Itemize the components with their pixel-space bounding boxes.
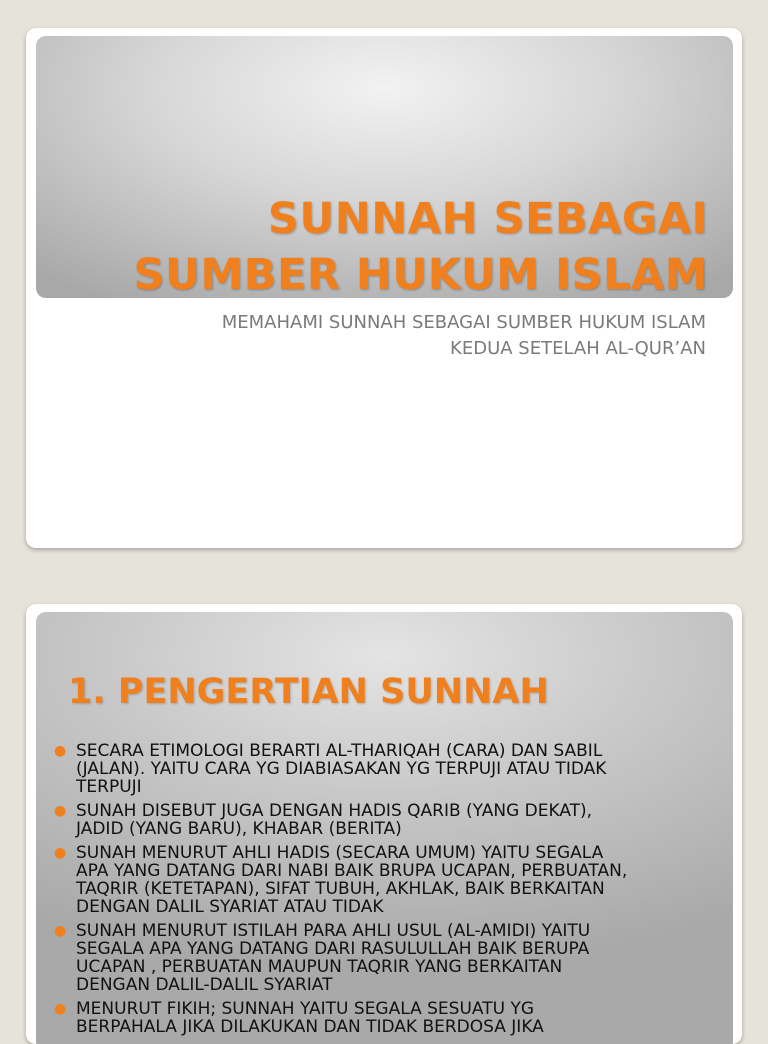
bullet-line: TERPUJI xyxy=(76,777,142,797)
bullet-line: (JALAN). YAITU CARA YG DIABIASAKAN YG TERPUJI ATAU TIDAK xyxy=(76,759,607,779)
content-slide xyxy=(26,604,742,1044)
bullet-line: BERPAHALA JIKA DILAKUKAN DAN TIDAK BERDOSA JIKA xyxy=(76,1017,544,1037)
bullet-line: SUNAH MENURUT AHLI HADIS (SECARA UMUM) YAITU SEGALA xyxy=(76,843,604,863)
bullet-item xyxy=(50,802,730,838)
bullet-line: JADID (YANG BARU), KHABAR (BERITA) xyxy=(76,819,402,839)
section-title: 1. PENGERTIAN SUNNAH xyxy=(68,672,549,712)
title-slide xyxy=(26,28,742,548)
bullet-line: SUNAH MENURUT ISTILAH PARA AHLI USUL (AL-AMIDI) YAITU xyxy=(76,921,591,941)
bullet-line: UCAPAN , PERBUATAN MAUPUN TAQRIR YANG BERKAITAN xyxy=(76,957,563,977)
bullet-line: APA YANG DATANG DARI NABI BAIK BRUPA UCAPAN, PERBUATAN, xyxy=(76,861,628,881)
bullet-item xyxy=(50,922,730,994)
bullet-dot-icon: ● xyxy=(54,845,67,861)
bullet-line: DENGAN DALIL-DALIL SYARIAT xyxy=(76,975,333,995)
slide-subtitle-line2: KEDUA SETELAH AL-QUR’AN xyxy=(450,338,706,359)
bullet-line: SECARA ETIMOLOGI BERARTI AL-THARIQAH (CARA) DAN SABIL xyxy=(76,741,603,761)
bullet-line: SEGALA APA YANG DATANG DARI RASULULLAH BAIK BERUPA xyxy=(76,939,590,959)
slide-title xyxy=(134,191,709,303)
bullet-dot-icon: ● xyxy=(54,803,67,819)
bullet-line: TAQRIR (KETETAPAN), SIFAT TUBUH, AKHLAK, BAIK BERKAITAN xyxy=(76,879,605,899)
bullet-dot-icon: ● xyxy=(54,743,67,759)
bullet-line: DENGAN DALIL SYARIAT ATAU TIDAK xyxy=(76,897,384,917)
bullet-dot-icon: ● xyxy=(54,923,67,939)
slide-subtitle xyxy=(222,310,706,362)
slide-title-line2: SUMBER HUKUM ISLAM xyxy=(133,250,708,300)
bullet-item xyxy=(50,742,730,796)
bullet-line: SUNAH DISEBUT JUGA DENGAN HADIS QARIB (YANG DEKAT), xyxy=(76,801,593,821)
bullet-list xyxy=(50,742,730,1042)
slide-title-line1: SUNNAH SEBAGAI xyxy=(267,194,708,244)
bullet-dot-icon: ● xyxy=(54,1001,67,1017)
bullet-item xyxy=(50,844,730,916)
bullet-item xyxy=(50,1000,730,1036)
bullet-line: MENURUT FIKIH; SUNNAH YAITU SEGALA SESUATU YG xyxy=(76,999,534,1019)
slide-subtitle-line1: MEMAHAMI SUNNAH SEBAGAI SUMBER HUKUM ISLAM xyxy=(221,312,706,333)
